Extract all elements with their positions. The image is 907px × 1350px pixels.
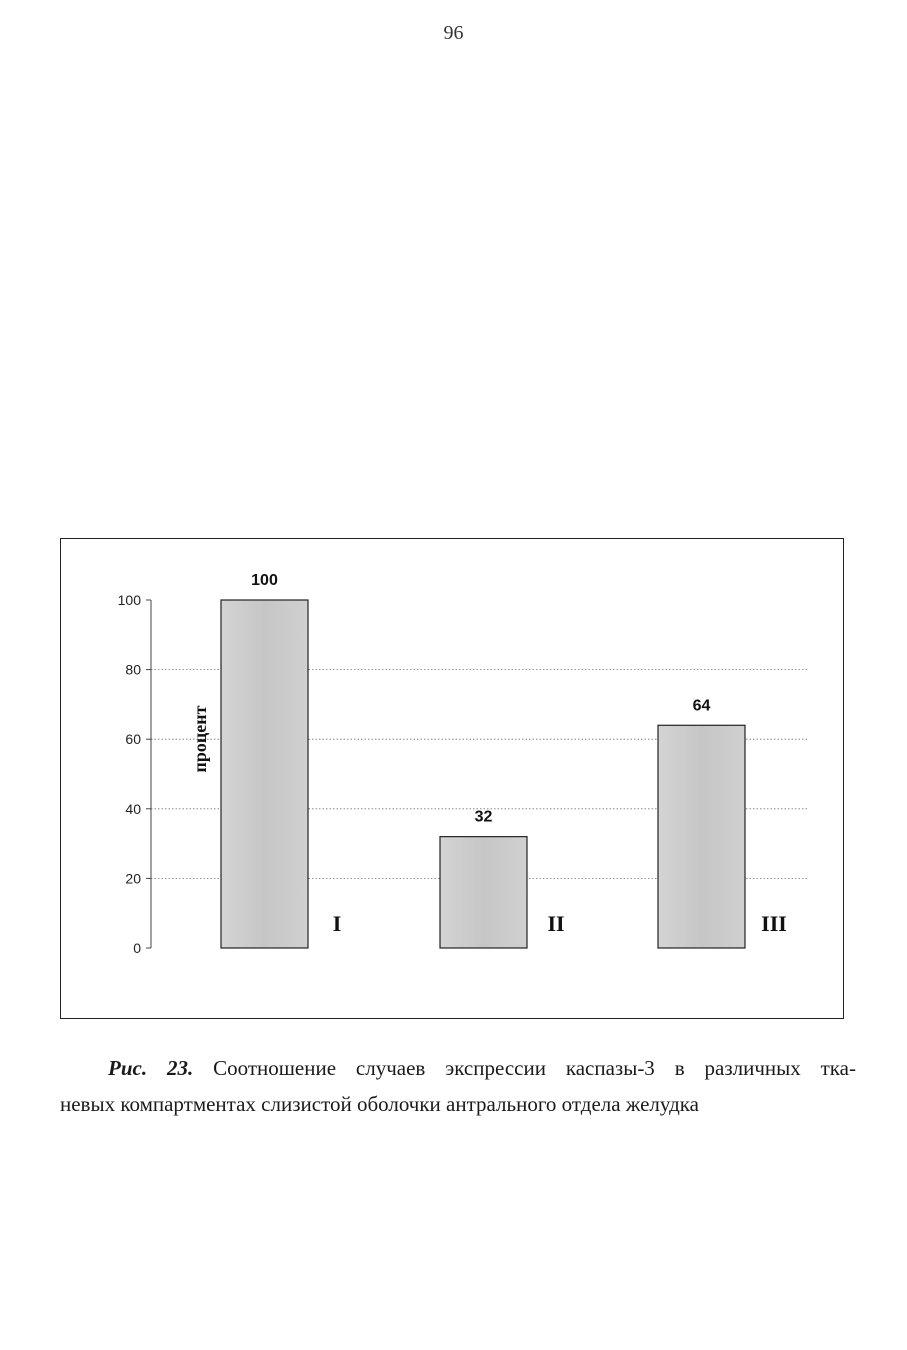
y-tick-label-40: 40 bbox=[125, 800, 141, 817]
y-tick-label-0: 0 bbox=[133, 940, 141, 956]
category-label-I: I bbox=[332, 911, 342, 936]
data-label-II: 32 bbox=[474, 808, 493, 826]
bar-I bbox=[221, 600, 308, 948]
caption-line-1 bbox=[60, 1050, 856, 1086]
chart-frame bbox=[60, 538, 844, 1019]
caption-text-1: Соотношение случаев экспрессии каспазы-3 в различных тка- bbox=[193, 1056, 856, 1080]
y-tick-label-100: 100 bbox=[117, 592, 141, 608]
figure-caption bbox=[60, 1050, 856, 1122]
caption-label: Рис. 23. bbox=[108, 1056, 194, 1080]
y-axis bbox=[118, 592, 151, 956]
page-number: 96 bbox=[443, 22, 464, 44]
caption-line-2: невых компартментах слизистой оболочки антрального отдела желудка bbox=[60, 1092, 699, 1116]
data-label-I: 100 bbox=[251, 572, 278, 589]
bars bbox=[221, 600, 745, 948]
y-axis-title: процент bbox=[190, 705, 210, 773]
bar-chart bbox=[61, 539, 845, 1020]
y-tick-label-20: 20 bbox=[125, 870, 141, 887]
y-tick-label-60: 60 bbox=[125, 731, 141, 748]
category-label-II: II bbox=[547, 911, 565, 936]
category-label-III: III bbox=[761, 911, 787, 936]
y-tick-label-80: 80 bbox=[125, 661, 141, 678]
data-label-III: 64 bbox=[692, 697, 711, 715]
bar-III bbox=[658, 725, 745, 948]
bar-II bbox=[440, 837, 527, 948]
